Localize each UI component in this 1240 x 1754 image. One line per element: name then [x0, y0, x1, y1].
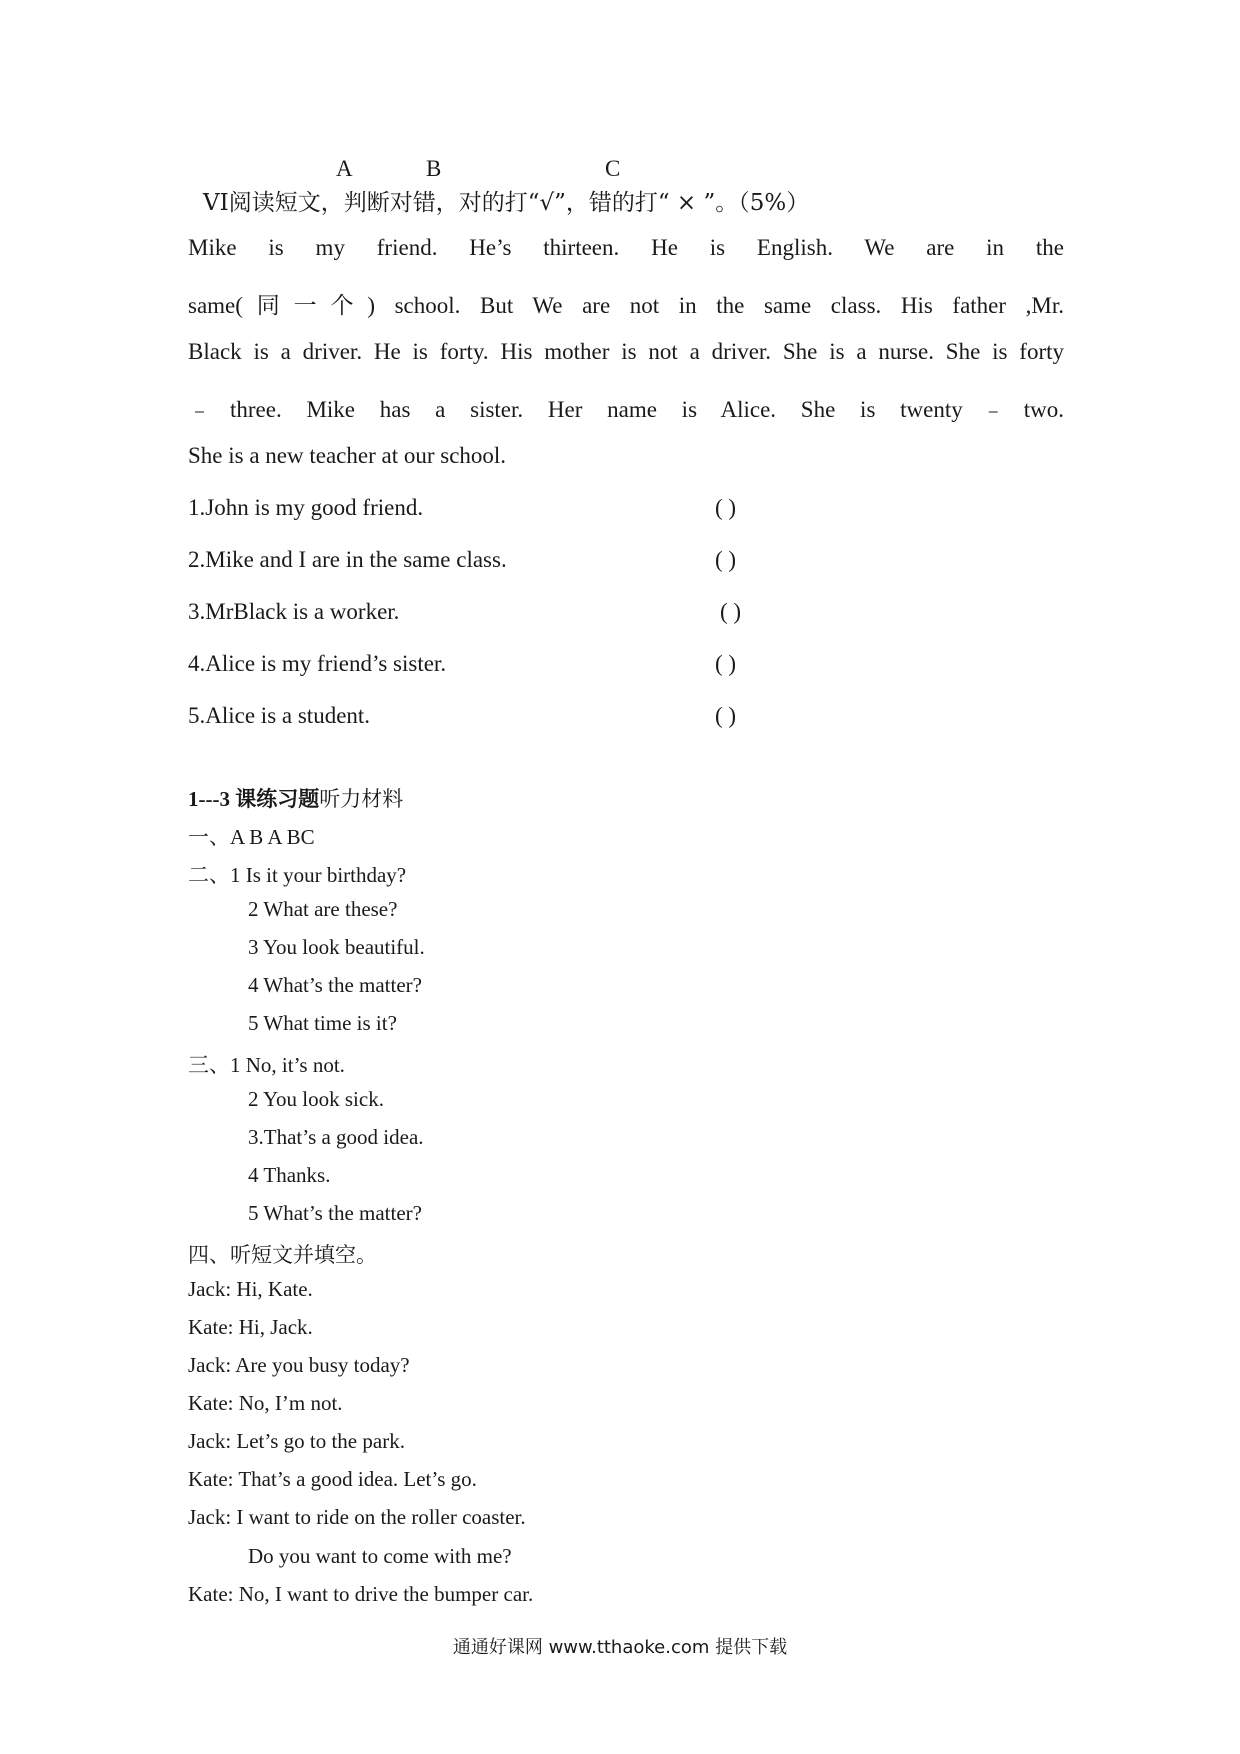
passage-line: same(同一个) school. But We are not in the same class. His father ,Mr.	[188, 293, 1064, 318]
section-vi-title: VI阅读短文，判断对错，对的打“√”，错的打“ × ”。（5%）	[203, 190, 810, 216]
passage-line: Black is a driver. He is forty. His mother is not a driver. She is a nurse. She is forty	[188, 339, 1064, 364]
answer-part-2-item: 5 What time is it?	[248, 1011, 397, 1035]
answer-part-3-item: 3.That’s a good idea.	[248, 1125, 424, 1149]
dialogue-line: Jack: Let’s go to the park.	[188, 1429, 405, 1453]
statement-4: 4.Alice is my friend’s sister.	[188, 651, 447, 676]
dialogue-line: Jack: I want to ride on the roller coaster.	[188, 1505, 526, 1529]
answer-bracket-1[interactable]: ( )	[715, 495, 737, 520]
dialogue-line: Kate: That’s a good idea. Let’s go.	[188, 1467, 477, 1491]
statement-2: 2.Mike and I are in the same class.	[188, 547, 507, 572]
answer-part-3-item: 2 You look sick.	[248, 1087, 384, 1111]
answer-part-4-title: 四、听短文并填空。	[188, 1243, 377, 1267]
statement-1: 1.John is my good friend.	[188, 495, 424, 520]
statement-5: 5.Alice is a student.	[188, 703, 371, 728]
page-footer: 通通好课网 www.tthaoke.com 提供下载	[452, 1637, 788, 1658]
passage-line: Mike is my friend. He’s thirteen. He is English. We are in the	[188, 235, 1064, 260]
answer-bracket-5[interactable]: ( )	[715, 703, 737, 728]
answer-part-2-item: 2 What are these?	[248, 897, 398, 921]
answer-bracket-3[interactable]: ( )	[720, 599, 742, 624]
passage-line: She is a new teacher at our school.	[188, 443, 507, 468]
passage-line: ﹣three. Mike has a sister. Her name is Alice. She is twenty﹣two.	[188, 397, 1064, 422]
dialogue-line: Jack: Hi, Kate.	[188, 1277, 313, 1301]
answer-bracket-2[interactable]: ( )	[715, 547, 737, 572]
answer-key-heading-rest: 听力材料	[319, 787, 404, 811]
answer-part-2-item: 二、1 Is it your birthday?	[188, 863, 407, 887]
answer-bracket-4[interactable]: ( )	[715, 651, 737, 676]
option-a-label: A	[336, 156, 353, 181]
answer-part-3-item: 5 What’s the matter?	[248, 1201, 422, 1225]
dialogue-line: Kate: No, I’m not.	[188, 1391, 343, 1415]
statement-3: 3.MrBlack is a worker.	[188, 599, 400, 624]
dialogue-line: Jack: Are you busy today?	[188, 1353, 410, 1377]
answer-part-2-item: 4 What’s the matter?	[248, 973, 422, 997]
answer-part-2-item: 3 You look beautiful.	[248, 935, 425, 959]
answer-part-3-item: 4 Thanks.	[248, 1163, 331, 1187]
answer-part-1: 一、A B A BC	[188, 825, 315, 849]
dialogue-line: Kate: Hi, Jack.	[188, 1315, 313, 1339]
answer-key-heading-bold: 1---3 课练习题	[188, 787, 320, 811]
option-b-label: B	[426, 156, 442, 181]
dialogue-line: Do you want to come with me?	[248, 1544, 512, 1568]
dialogue-line: Kate: No, I want to drive the bumper car.	[188, 1582, 534, 1606]
answer-key-heading	[188, 783, 403, 813]
option-c-label: C	[605, 156, 621, 181]
answer-part-3-item: 三、1 No, it’s not.	[188, 1053, 345, 1077]
